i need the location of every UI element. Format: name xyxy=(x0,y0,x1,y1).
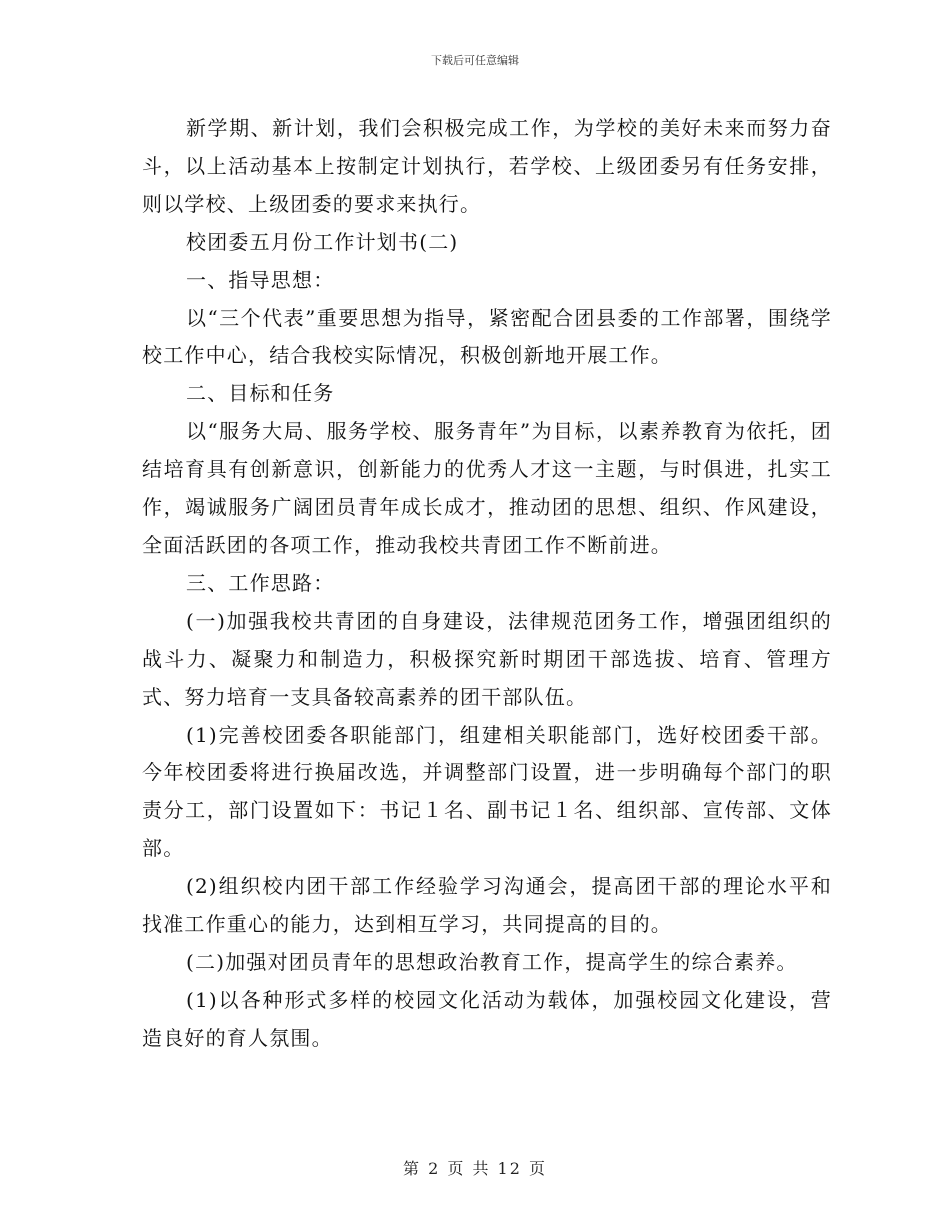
paragraph-approach-two: (二)加强对团员青年的思想政治教育工作，提高学生的综合素养。 xyxy=(186,949,798,974)
paragraph-closing-remarks: 新学期、新计划，我们会积极完成工作，为学校的美好未来而努力奋斗，以上活动基本上按制定计划执行，若学校、上级团委另有任务安排，则以学校、上级团委的要求来执行。 xyxy=(142,116,832,216)
paragraph-approach-one-item-2: (2)组织校内团干部工作经验学习沟通会，提高团干部的理论水平和找准工作重心的能力，达到相互学习，共同提高的目的。 xyxy=(142,874,832,937)
heading-guiding-ideology: 一、指导思想： xyxy=(186,267,335,292)
section-title: 校团委五月份工作计划书(二) xyxy=(186,229,459,254)
heading-goals-tasks: 二、目标和任务 xyxy=(186,381,335,406)
paragraph-guiding-ideology: 以“三个代表”重要思想为指导，紧密配合团县委的工作部署，围绕学校工作中心，结合我校实际情况，积极创新地开展工作。 xyxy=(142,305,832,368)
paragraph-approach-one: (一)加强我校共青团的自身建设，法律规范团务工作，增强团组织的战斗力、凝聚力和制造力，积极探究新时期团干部选拔、培育、管理方式、努力培育一支具备较高素养的团干部队伍。 xyxy=(142,608,832,709)
document-body xyxy=(142,110,832,1058)
heading-work-approach: 三、工作思路： xyxy=(186,570,335,595)
page-number: 第 2 页 共 12 页 xyxy=(403,1159,547,1178)
paragraph-approach-one-item-1: (1)完善校团委各职能部门，组建相关职能部门，选好校团委干部。今年校团委将进行换届改选，并调整部门设置，进一步明确每个部门的职责分工，部门设置如下：书记１名、副书记１名、组织部、宣传部、文体部。 xyxy=(142,722,832,861)
paragraph-approach-two-item-1: (1)以各种形式多样的校园文化活动为载体，加强校园文化建设，营造良好的育人氛围。 xyxy=(142,987,832,1050)
page-header-note: 下载后可任意编辑 xyxy=(431,54,519,67)
paragraph-goals-tasks: 以“服务大局、服务学校、服务青年”为目标，以素养教育为依托，团结培育具有创新意识，创新能力的优秀人才这一主题，与时俱进，扎实工作，竭诚服务广阔团员青年成长成才，推动团的思想、组织、作风建设，全面活跃团的各项工作，推动我校共青团工作不断前进。 xyxy=(142,419,832,557)
